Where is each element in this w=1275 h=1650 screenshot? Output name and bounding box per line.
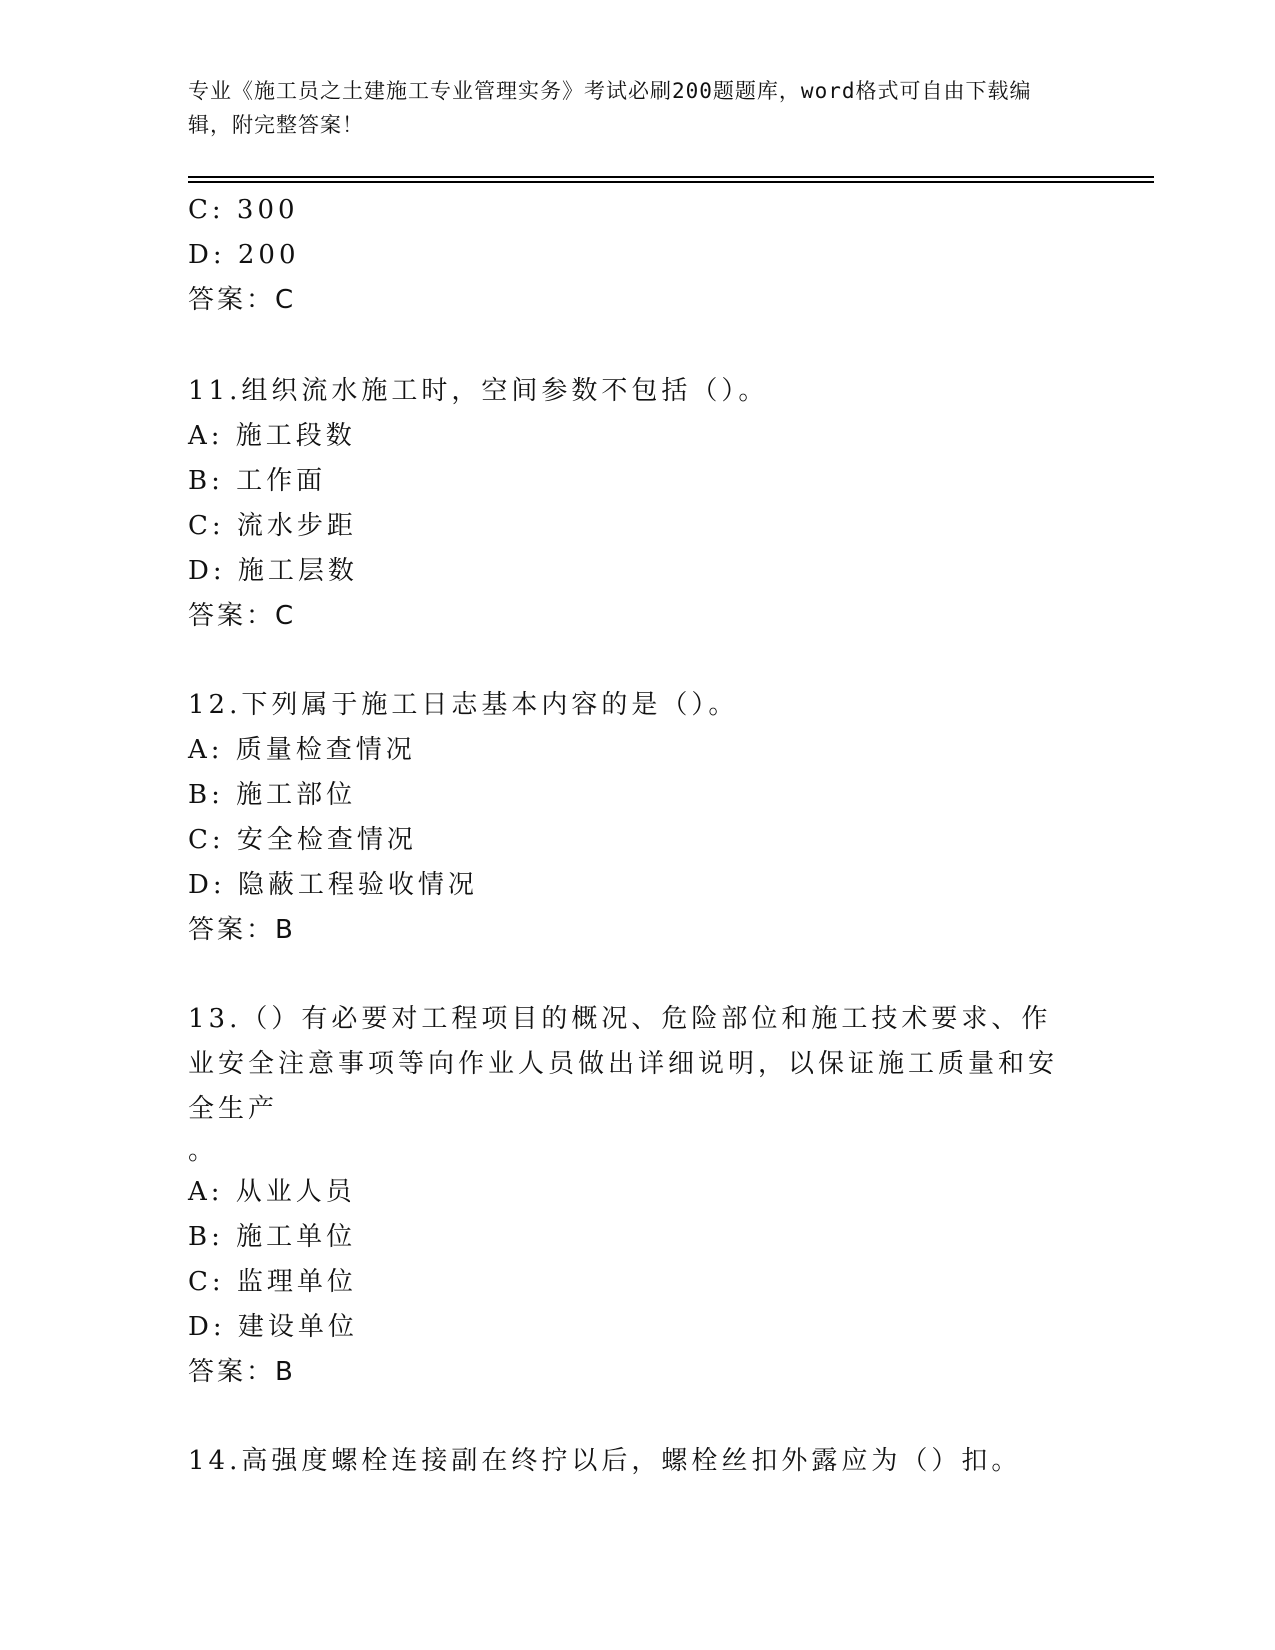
option-a: A: 从业人员 [188,1177,356,1207]
question-content [188,188,1088,1484]
option-b: B: 施工部位 [188,780,357,810]
header-rule-bottom [188,181,1154,183]
option-c: C: 监理单位 [188,1267,357,1297]
option-c: C: 流水步距 [188,511,357,541]
answer-line: 答案：B [188,915,296,945]
header-rule-top [188,176,1154,178]
option-c: C: 安全检查情况 [188,825,417,855]
option-a: A: 质量检查情况 [188,735,416,765]
option-b: B: 工作面 [188,466,327,496]
answer-line: 答案：C [188,285,297,315]
question-text: 14.高强度螺栓连接副在终拧以后，螺栓丝扣外露应为（）扣。 [188,1446,1022,1476]
answer-line: 答案：C [188,601,297,631]
answer-line: 答案：B [188,1357,296,1387]
option-a: A: 施工段数 [188,421,356,451]
option-d: D: 建设单位 [188,1312,358,1342]
question-text: 11.组织流水施工时，空间参数不包括（）。 [188,376,769,406]
option-d: D: 施工层数 [188,556,358,586]
option-b: B: 施工单位 [188,1222,357,1252]
question-text-tail: 。 [188,1136,215,1166]
option-c: C: 300 [188,195,299,225]
question-block [188,997,1088,1395]
question-text: 12.下列属于施工日志基本内容的是（）。 [188,690,739,720]
question-text: 13.（）有必要对工程项目的概况、危险部位和施工技术要求、作业安全注意事项等向作业人员做出详细说明，以保证施工质量和安全生产 [188,1004,1059,1124]
option-d: D: 隐蔽工程验收情况 [188,870,478,900]
document-header: 专业《施工员之土建施工专业管理实务》考试必刷200题题库，word格式可自由下载编辑，附完整答案！ [188,79,1032,137]
option-d: D: 200 [188,240,300,270]
